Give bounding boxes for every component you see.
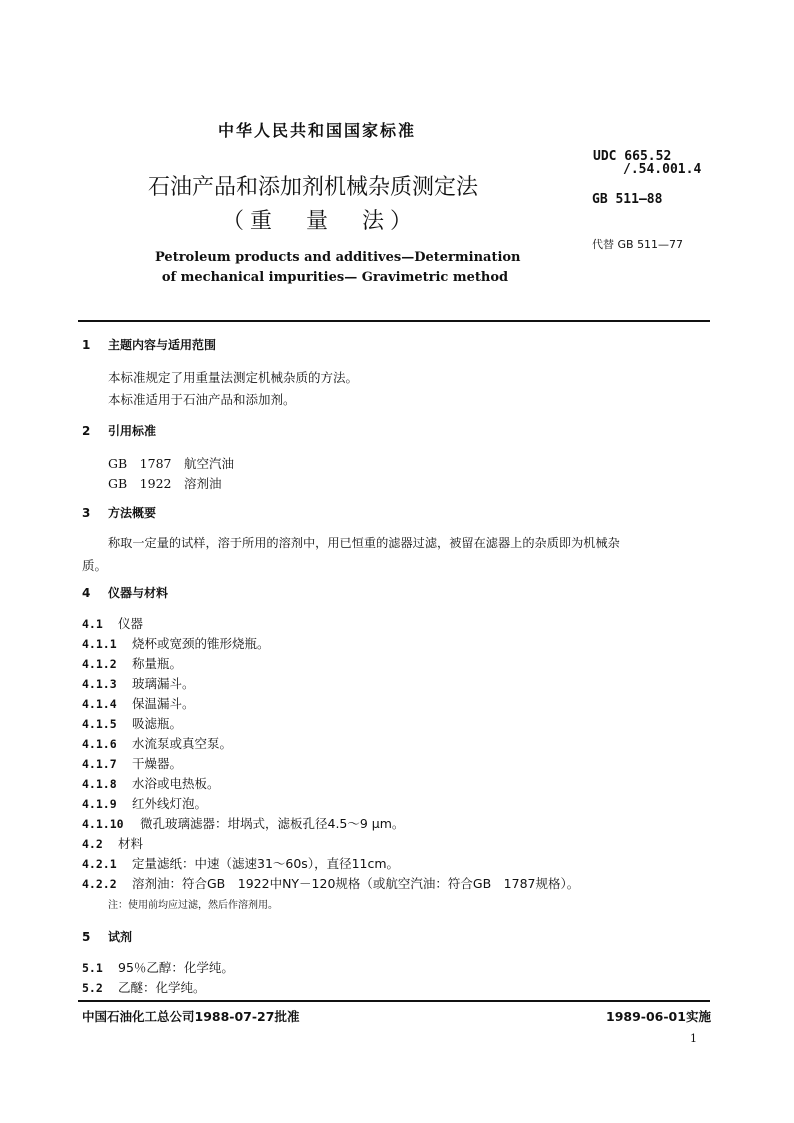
section-1-paragraph-2: 本标准适用于石油产品和添加剂。 <box>108 392 296 407</box>
item-number: 4.1.2 <box>82 657 117 671</box>
item-text: 乙醚：化学纯。 <box>118 980 206 995</box>
item-text: 红外线灯泡。 <box>132 796 208 811</box>
item-number: 4.1.6 <box>82 737 117 751</box>
item-number: 4.1.5 <box>82 717 117 731</box>
item-number: 4.1 <box>82 617 103 631</box>
item-number: 4.1.4 <box>82 697 117 711</box>
section-1-paragraph-1: 本标准规定了用重量法测定机械杂质的方法。 <box>108 370 359 385</box>
section-number: 3 <box>82 506 91 520</box>
item-text: 水流泵或真空泵。 <box>132 736 233 751</box>
list-item <box>82 614 143 632</box>
item-number: 4.1.10 <box>82 817 124 831</box>
list-item <box>82 958 234 976</box>
section-3-heading <box>82 504 156 521</box>
section-1-heading <box>82 336 216 353</box>
section-title: 试剂 <box>108 930 133 944</box>
item-number: 4.1.7 <box>82 757 117 771</box>
item-text: 微孔玻璃滤器：坩埚式，滤板孔径4.5～9 μm。 <box>140 816 405 831</box>
section-number: 4 <box>82 586 91 600</box>
reference-gb-1787: GB 1787 航空汽油 <box>108 456 234 471</box>
list-item <box>82 794 207 812</box>
list-item <box>82 834 143 852</box>
section-number: 1 <box>82 338 91 352</box>
effective-date: 1989-06-01实施 <box>606 1009 711 1024</box>
item-number: 5.1 <box>82 961 103 975</box>
item-number: 4.2 <box>82 837 103 851</box>
title-en-line-2: of mechanical impurities— Gravimetric method <box>161 270 509 285</box>
udc-code <box>593 150 701 176</box>
item-text: 仪器 <box>118 616 144 631</box>
section-number: 2 <box>82 424 91 438</box>
section-4-heading <box>82 584 168 601</box>
list-item <box>82 814 404 832</box>
list-item <box>82 734 232 752</box>
document-title-cn: 石油产品和添加剂机械杂质测定法 <box>148 175 479 200</box>
udc-line-1: UDC 665.52 <box>593 149 672 164</box>
replaces-standard: 代替 GB 511—77 <box>592 238 684 251</box>
list-item <box>82 634 270 652</box>
document-title-en <box>155 248 521 288</box>
item-text: 称量瓶。 <box>132 656 183 671</box>
document-title-method: （重 量 法） <box>222 209 419 234</box>
approval-info: 中国石油化工总公司1988-07-27批准 <box>82 1009 300 1024</box>
section-2-heading <box>82 422 156 439</box>
section-title: 主题内容与适用范围 <box>108 338 217 352</box>
item-text: 烧杯或宽颈的锥形烧瓶。 <box>132 636 270 651</box>
list-item <box>82 754 182 772</box>
header-divider <box>78 320 710 322</box>
section-title: 方法概要 <box>108 506 157 520</box>
item-number: 4.1.8 <box>82 777 117 791</box>
udc-line-2: /.54.001.4 <box>623 162 702 177</box>
item-text: 水浴或电热板。 <box>132 776 220 791</box>
item-number: 4.1.1 <box>82 637 117 651</box>
item-text: 玻璃漏斗。 <box>132 676 195 691</box>
gb-number: GB 511—88 <box>592 192 663 207</box>
item-text: 干燥器。 <box>132 756 183 771</box>
section-number: 5 <box>82 930 91 944</box>
list-item <box>82 694 195 712</box>
list-item <box>82 654 182 672</box>
list-item <box>82 854 399 872</box>
page-number: 1 <box>690 1032 697 1045</box>
list-item <box>82 774 220 792</box>
item-text: 保温漏斗。 <box>132 696 195 711</box>
list-item <box>82 978 206 996</box>
reference-gb-1922: GB 1922 溶剂油 <box>108 476 222 491</box>
section-title: 仪器与材料 <box>108 586 169 600</box>
item-text: 材料 <box>118 836 144 851</box>
item-text: 吸滤瓶。 <box>132 716 183 731</box>
item-number: 4.1.3 <box>82 677 117 691</box>
section-3-paragraph-2: 质。 <box>82 558 108 573</box>
list-item <box>82 714 182 732</box>
section-title: 引用标准 <box>108 424 157 438</box>
title-en-line-1: Petroleum products and additives—Determination <box>155 250 521 265</box>
item-text: 溶剂油：符合GB 1922中NY－120规格（或航空汽油：符合GB 1787规格）。 <box>132 876 580 891</box>
note: 注：使用前均应过滤，然后作溶剂用。 <box>108 900 278 911</box>
section-5-heading <box>82 928 132 945</box>
item-text: 95％乙醇：化学纯。 <box>118 960 234 975</box>
item-text: 定量滤纸：中速（滤速31～60s），直径11cm。 <box>132 856 400 871</box>
item-number: 5.2 <box>82 981 103 995</box>
item-number: 4.2.1 <box>82 857 117 871</box>
national-standard-label: 中华人民共和国国家标准 <box>218 121 417 140</box>
list-item <box>82 674 195 692</box>
item-number: 4.2.2 <box>82 877 117 891</box>
item-number: 4.1.9 <box>82 797 117 811</box>
footer-divider <box>78 1000 710 1002</box>
section-3-paragraph-1: 称取一定量的试样，溶于所用的溶剂中，用已恒重的滤器过滤，被留在滤器上的杂质即为机械杂 <box>108 536 620 550</box>
list-item <box>82 874 579 892</box>
